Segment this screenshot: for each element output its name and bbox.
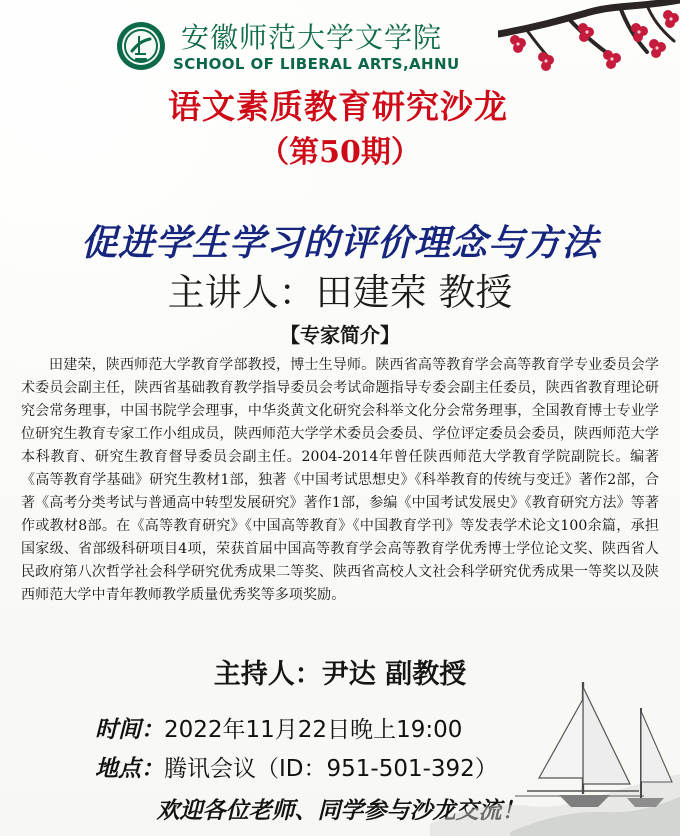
lecture-title: 促进学生学习的评价理念与方法 — [80, 222, 599, 264]
salon-title: 语文素质教育研究沙龙 — [168, 87, 508, 126]
sailboat-icon — [490, 656, 680, 836]
school-logo — [99, 12, 460, 88]
time-value: 2022年11月22日晚上19:00 — [164, 717, 463, 743]
school-name-cn: 安徽师范大学文学院 — [181, 21, 443, 54]
expert-intro-heading: 【专家简介】 — [280, 323, 400, 347]
school-seal-icon — [115, 20, 167, 72]
place-label: 地点： — [95, 755, 164, 782]
school-name-en: SCHOOL OF LIBERAL ARTS,AHNU — [173, 55, 460, 73]
time-label: 时间： — [95, 716, 164, 743]
plum-branch-icon — [498, 0, 680, 86]
expert-intro-text: 田建荣，陕西师范大学教育学部教授，博士生导师。陕西省高等教育学会高等教育学专业委员会学术委员会副主任，陕西省基础教育教学指导委员会考试命题指导专委会副主任委员，陕西省教育理论研究会常务理事，中国书院学会理事，中华炎黄文化研究会科举文化分会常务理事，全国教育博士专业学位研究生教育专家工作小组成员，陕西师范大学学术委员会委员、学位评定委员会委员，陕西师范大学本科教育、研究生教育督导委员会副主任。2004-2014年曾任陕西师范大学教育学院副院长。编著《高等教育学基础》研究生教材1部，独著《中国考试思想史》《科举教育的传统与变迁》著作2部，合著《高考分类考试与普通高中转型发展研究》著作1部，参编《中国考试发展史》《教育研究方法》等著作或教材8部。在《高等教育研究》《中国高等教育》《中国教育学刊》等发表学术论文100余篇，承担国家级、省部级科研项目4项，荣获首届中国高等教育学会高等教育学优秀博士学位论文奖、陕西省人民政府第八次哲学社会科学研究优秀成果二等奖、陕西省高校人文社会科学研究优秀成果一等奖以及陕西师范大学中青年教师教学质量优秀奖等多项奖励。 — [21, 357, 659, 603]
place-value: 腾讯会议（ID：951-501-392） — [164, 756, 498, 782]
speaker-line: 主讲人：田建荣 教授 — [167, 271, 513, 314]
issue-number: （第50期） — [259, 135, 421, 170]
host-line: 主持人：尹达 副教授 — [213, 659, 467, 690]
welcome-text: 欢迎各位老师、同学参与沙龙交流！ — [156, 797, 525, 824]
